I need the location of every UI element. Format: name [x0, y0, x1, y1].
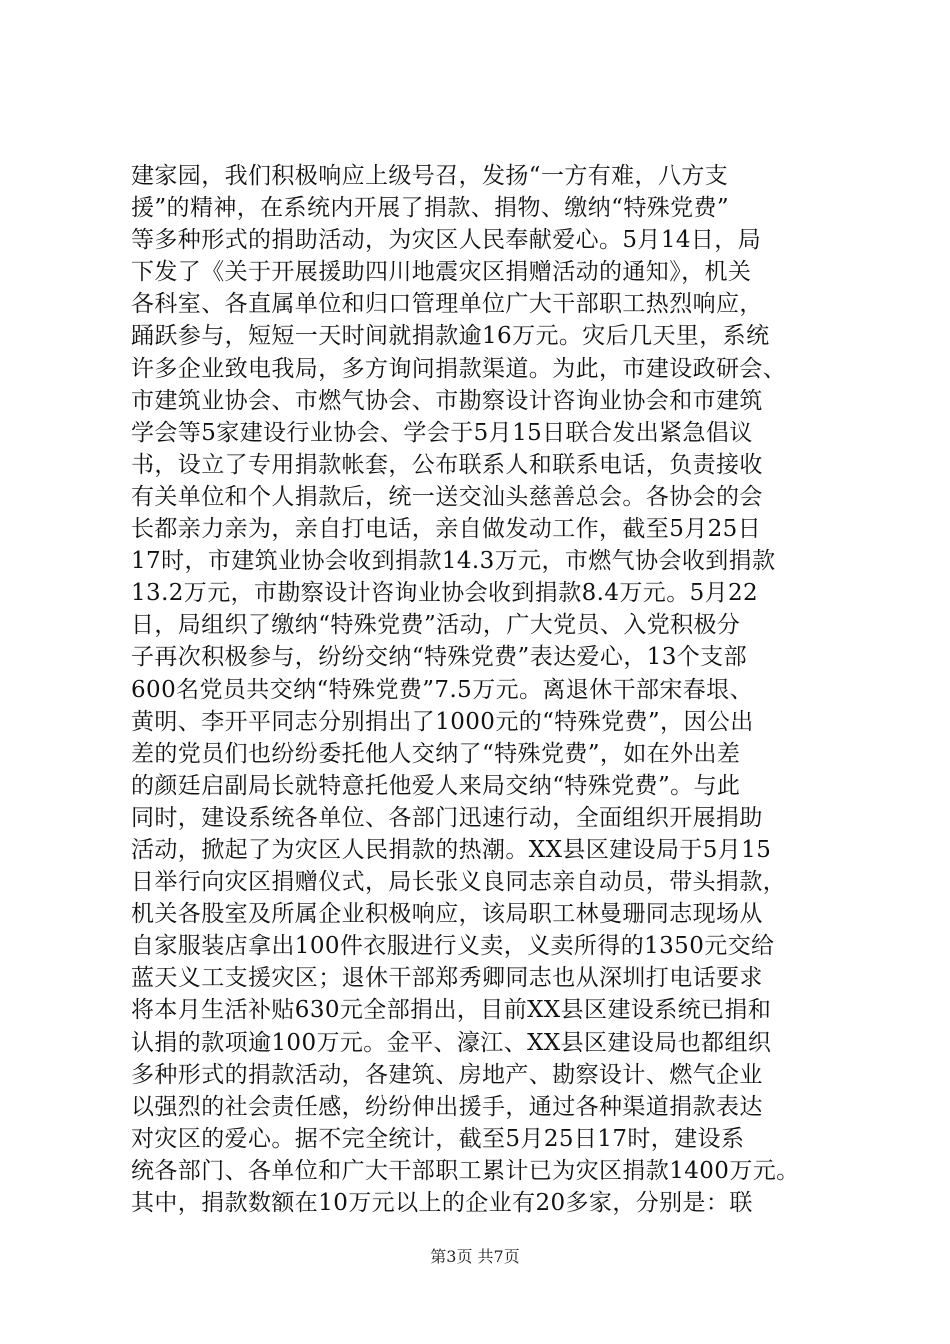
text-line: 日，局组织了缴纳“特殊党费”活动，广大党员、入党积极分 — [131, 612, 741, 639]
text-line: 市建筑业协会、市燃气协会、市勘察设计咨询业协会和市建筑 — [131, 387, 763, 414]
text-line: 有关单位和个人捐款后，统一送交汕头慈善总会。各协会的会 — [131, 483, 763, 510]
text-line: 各科室、各直属单位和归口管理单位广大干部职工热烈响应， — [131, 291, 763, 318]
text-line: 将本月生活补贴630元全部捐出，目前XX县区建设系统已捐和 — [131, 997, 772, 1024]
text-line: 书，设立了专用捐款帐套，公布联系人和联系电话，负责接收 — [131, 451, 763, 478]
text-line: 建家园，我们积极响应上级号召，发扬“一方有难，八方支 — [131, 163, 729, 189]
text-line: 自家服装店拿出100件衣服进行义卖，义卖所得的1350元交给 — [131, 933, 775, 960]
text-line: 认捐的款项逾100万元。金平、濠江、XX县区建设局也都组织 — [131, 1029, 772, 1056]
text-line: 以强烈的社会责任感，纷纷伸出援手，通过各种渠道捐款表达 — [131, 1093, 763, 1120]
text-line: 蓝天义工支援灾区；退休干部郑秀卿同志也从深圳打电话要求 — [131, 965, 763, 992]
text-line: 同时，建设系统各单位、各部门迅速行动，全面组织开展捐助 — [131, 804, 763, 831]
text-line: 差的党员们也纷纷委托他人交纳了“特殊党费”，如在外出差 — [131, 740, 741, 767]
text-line: 13.2万元，市勘察设计咨询业协会收到捐款8.4万元。5月22 — [131, 580, 759, 607]
text-line: 机关各股室及所属企业积极响应，该局职工林曼珊同志现场从 — [131, 901, 763, 928]
text-line: 统各部门、各单位和广大干部职工累计已为灾区捐款1400万元。 — [131, 1157, 800, 1184]
text-line: 下发了《关于开展援助四川地震灾区捐赠活动的通知》，机关 — [131, 259, 752, 286]
body-text — [131, 160, 831, 1219]
text-line: 多种形式的捐款活动，各建筑、房地产、勘察设计、燃气企业 — [131, 1061, 763, 1088]
text-line: 许多企业致电我局，多方询问捐款渠道。为此，市建设政研会、 — [131, 355, 787, 382]
text-line: 等多种形式的捐助活动，为灾区人民奉献爱心。5月14日，局 — [131, 227, 762, 254]
text-line: 长都亲力亲为，亲自打电话，亲自做发动工作，截至5月25日 — [131, 516, 762, 543]
text-line: 援”的精神，在系统内开展了捐款、捐物、缴纳“特殊党费” — [131, 195, 730, 222]
text-line: 日举行向灾区捐赠仪式，局长张义良同志亲自动员，带头捐款， — [131, 869, 787, 896]
text-line: 的颜廷启副局长就特意托他爱人来局交纳“特殊党费”。与此 — [131, 772, 741, 799]
text-line: 子再次积极参与，纷纷交纳“特殊党费”表达爱心，13个支部 — [131, 644, 747, 671]
text-line: 黄明、李开平同志分别捐出了1000元的“特殊党费”，因公出 — [131, 708, 754, 735]
text-line: 踊跃参与，短短一天时间就捐款逾16万元。灾后几天里，系统 — [131, 323, 770, 350]
text-line: 对灾区的爱心。据不完全统计，截至5月25日17时，建设系 — [131, 1125, 745, 1152]
text-line: 学会等5家建设行业协会、学会于5月15日联合发出紧急倡议 — [131, 419, 753, 446]
text-line: 活动，掀起了为灾区人民捐款的热潮。XX县区建设局于5月15 — [131, 836, 772, 863]
text-line: 17时，市建筑业协会收到捐款14.3万元，市燃气协会收到捐款 — [131, 548, 776, 575]
text-line: 其中，捐款数额在10万元以上的企业有20多家，分别是：联 — [131, 1190, 753, 1216]
page-number-footer: 第3页 共7页 — [430, 1247, 520, 1266]
text-line: 600名党员共交纳“特殊党费”7.5万元。离退休干部宋春垠、 — [131, 676, 753, 703]
